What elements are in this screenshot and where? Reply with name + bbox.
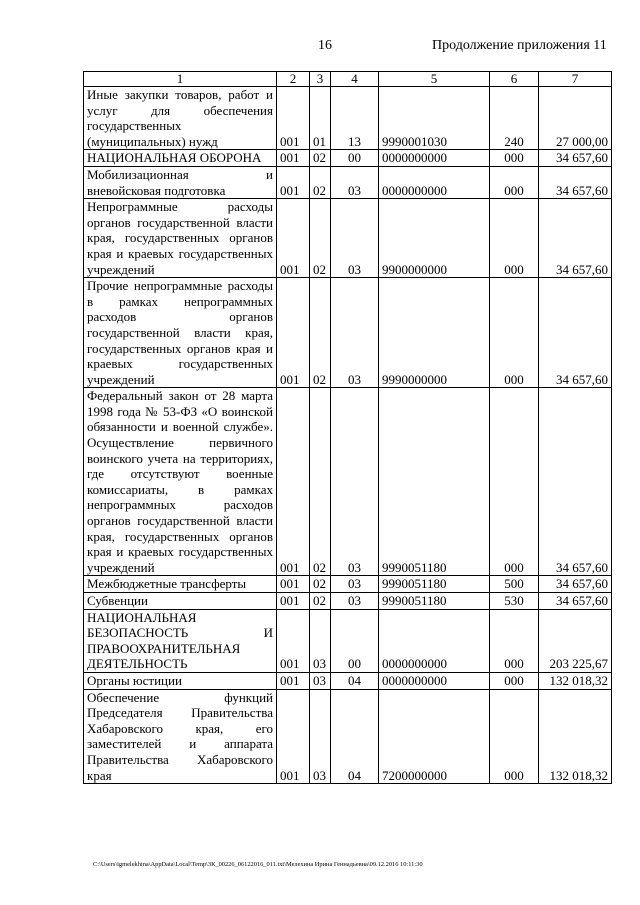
table-row xyxy=(84,87,612,150)
cell-section: 01 xyxy=(310,87,331,150)
cell-target-article: 9990000000 xyxy=(379,278,490,388)
cell-section: 02 xyxy=(310,199,331,278)
page-number: 16 xyxy=(318,38,332,53)
table-row xyxy=(84,278,612,388)
cell-expense-type: 000 xyxy=(490,199,539,278)
cell-section: 03 xyxy=(310,689,331,784)
table-row xyxy=(84,689,612,784)
cell-subsection: 03 xyxy=(331,278,379,388)
cell-amount: 34 657,60 xyxy=(539,166,612,198)
cell-amount: 34 657,60 xyxy=(539,150,612,167)
row-name: Прочие непрограммные расходы в рамках непрограммных расходов органов государственной власти края, государственных органов края и краевых государственных учреждений xyxy=(84,278,277,388)
cell-target-article: 0000000000 xyxy=(379,609,490,672)
cell-target-article: 0000000000 xyxy=(379,150,490,167)
row-name: Межбюджетные трансферты xyxy=(84,576,277,593)
continuation-note: Продолжение приложения 11 xyxy=(432,38,607,53)
cell-admin-code: 001 xyxy=(277,593,310,610)
cell-subsection: 03 xyxy=(331,166,379,198)
table-row xyxy=(84,388,612,576)
cell-expense-type: 500 xyxy=(490,576,539,593)
table-row xyxy=(84,672,612,689)
cell-subsection: 00 xyxy=(331,150,379,167)
column-header: 3 xyxy=(310,72,331,87)
file-path-footer: C:\Users\igmelekhina\AppData\Local\Temp\ЗК_00226_06122016_011.txt\Мелехина Ирина Геннадьевна\09.12.2016 10:11:30 xyxy=(93,861,423,868)
cell-expense-type: 240 xyxy=(490,87,539,150)
table-row xyxy=(84,166,612,198)
table-row xyxy=(84,593,612,610)
cell-amount: 132 018,32 xyxy=(539,672,612,689)
cell-admin-code: 001 xyxy=(277,609,310,672)
cell-section: 02 xyxy=(310,593,331,610)
cell-target-article: 0000000000 xyxy=(379,672,490,689)
cell-expense-type: 000 xyxy=(490,388,539,576)
cell-expense-type: 000 xyxy=(490,672,539,689)
cell-target-article: 9900000000 xyxy=(379,199,490,278)
table-row xyxy=(84,609,612,672)
cell-subsection: 03 xyxy=(331,593,379,610)
cell-subsection: 04 xyxy=(331,689,379,784)
column-header: 4 xyxy=(331,72,379,87)
row-name: Субвенции xyxy=(84,593,277,610)
cell-target-article: 7200000000 xyxy=(379,689,490,784)
row-name: Обеспечение функций Председателя Правительства Хабаровского края, его заместителей и аппарата Правительства Хабаровского края xyxy=(84,689,277,784)
row-name: Органы юстиции xyxy=(84,672,277,689)
cell-amount: 34 657,60 xyxy=(539,576,612,593)
column-header: 5 xyxy=(379,72,490,87)
cell-admin-code: 001 xyxy=(277,150,310,167)
cell-expense-type: 000 xyxy=(490,689,539,784)
table-row xyxy=(84,199,612,278)
table-row xyxy=(84,150,612,167)
row-name: НАЦИОНАЛЬНАЯ ОБОРОНА xyxy=(84,150,277,167)
cell-expense-type: 530 xyxy=(490,593,539,610)
cell-admin-code: 001 xyxy=(277,689,310,784)
cell-target-article: 9990051180 xyxy=(379,593,490,610)
cell-expense-type: 000 xyxy=(490,609,539,672)
row-name: Непрограммные расходы органов государственной власти края, государственных органов края и краевых государственных учреждений xyxy=(84,199,277,278)
cell-amount: 27 000,00 xyxy=(539,87,612,150)
cell-amount: 203 225,67 xyxy=(539,609,612,672)
cell-section: 02 xyxy=(310,166,331,198)
table-row xyxy=(84,576,612,593)
budget-table xyxy=(83,71,612,784)
cell-target-article: 9990051180 xyxy=(379,576,490,593)
cell-section: 02 xyxy=(310,576,331,593)
cell-target-article: 9990051180 xyxy=(379,388,490,576)
cell-target-article: 9990001030 xyxy=(379,87,490,150)
cell-expense-type: 000 xyxy=(490,166,539,198)
cell-amount: 34 657,60 xyxy=(539,199,612,278)
column-header: 2 xyxy=(277,72,310,87)
cell-section: 02 xyxy=(310,388,331,576)
cell-subsection: 13 xyxy=(331,87,379,150)
cell-admin-code: 001 xyxy=(277,388,310,576)
cell-subsection: 03 xyxy=(331,199,379,278)
cell-subsection: 03 xyxy=(331,388,379,576)
cell-admin-code: 001 xyxy=(277,576,310,593)
cell-admin-code: 001 xyxy=(277,672,310,689)
cell-section: 03 xyxy=(310,672,331,689)
cell-admin-code: 001 xyxy=(277,278,310,388)
cell-expense-type: 000 xyxy=(490,278,539,388)
column-header: 6 xyxy=(490,72,539,87)
column-header: 1 xyxy=(84,72,277,87)
column-header: 7 xyxy=(539,72,612,87)
row-name: НАЦИОНАЛЬНАЯ БЕЗОПАСНОСТЬ И ПРАВООХРАНИТЕЛЬНАЯ ДЕЯТЕЛЬНОСТЬ xyxy=(84,609,277,672)
row-name: Мобилизационная и вневойсковая подготовка xyxy=(84,166,277,198)
cell-section: 02 xyxy=(310,278,331,388)
cell-admin-code: 001 xyxy=(277,87,310,150)
cell-admin-code: 001 xyxy=(277,166,310,198)
cell-amount: 132 018,32 xyxy=(539,689,612,784)
cell-subsection: 03 xyxy=(331,576,379,593)
cell-section: 02 xyxy=(310,150,331,167)
cell-amount: 34 657,60 xyxy=(539,388,612,576)
table-header-row xyxy=(84,72,612,87)
cell-section: 03 xyxy=(310,609,331,672)
cell-admin-code: 001 xyxy=(277,199,310,278)
cell-expense-type: 000 xyxy=(490,150,539,167)
cell-subsection: 04 xyxy=(331,672,379,689)
row-name: Федеральный закон от 28 марта 1998 года № 53-ФЗ «О воинской обязанности и военной службе». Осуществление первичного воинского учета на территориях, где отсутствуют военные комиссариаты, в рамках непрограммных расходов органов государственной власти края, государственных органов края и краевых государственных учреждений xyxy=(84,388,277,576)
cell-target-article: 0000000000 xyxy=(379,166,490,198)
cell-amount: 34 657,60 xyxy=(539,593,612,610)
cell-amount: 34 657,60 xyxy=(539,278,612,388)
row-name: Иные закупки товаров, работ и услуг для обеспечения государственных (муниципальных) нужд xyxy=(84,87,277,150)
cell-subsection: 00 xyxy=(331,609,379,672)
